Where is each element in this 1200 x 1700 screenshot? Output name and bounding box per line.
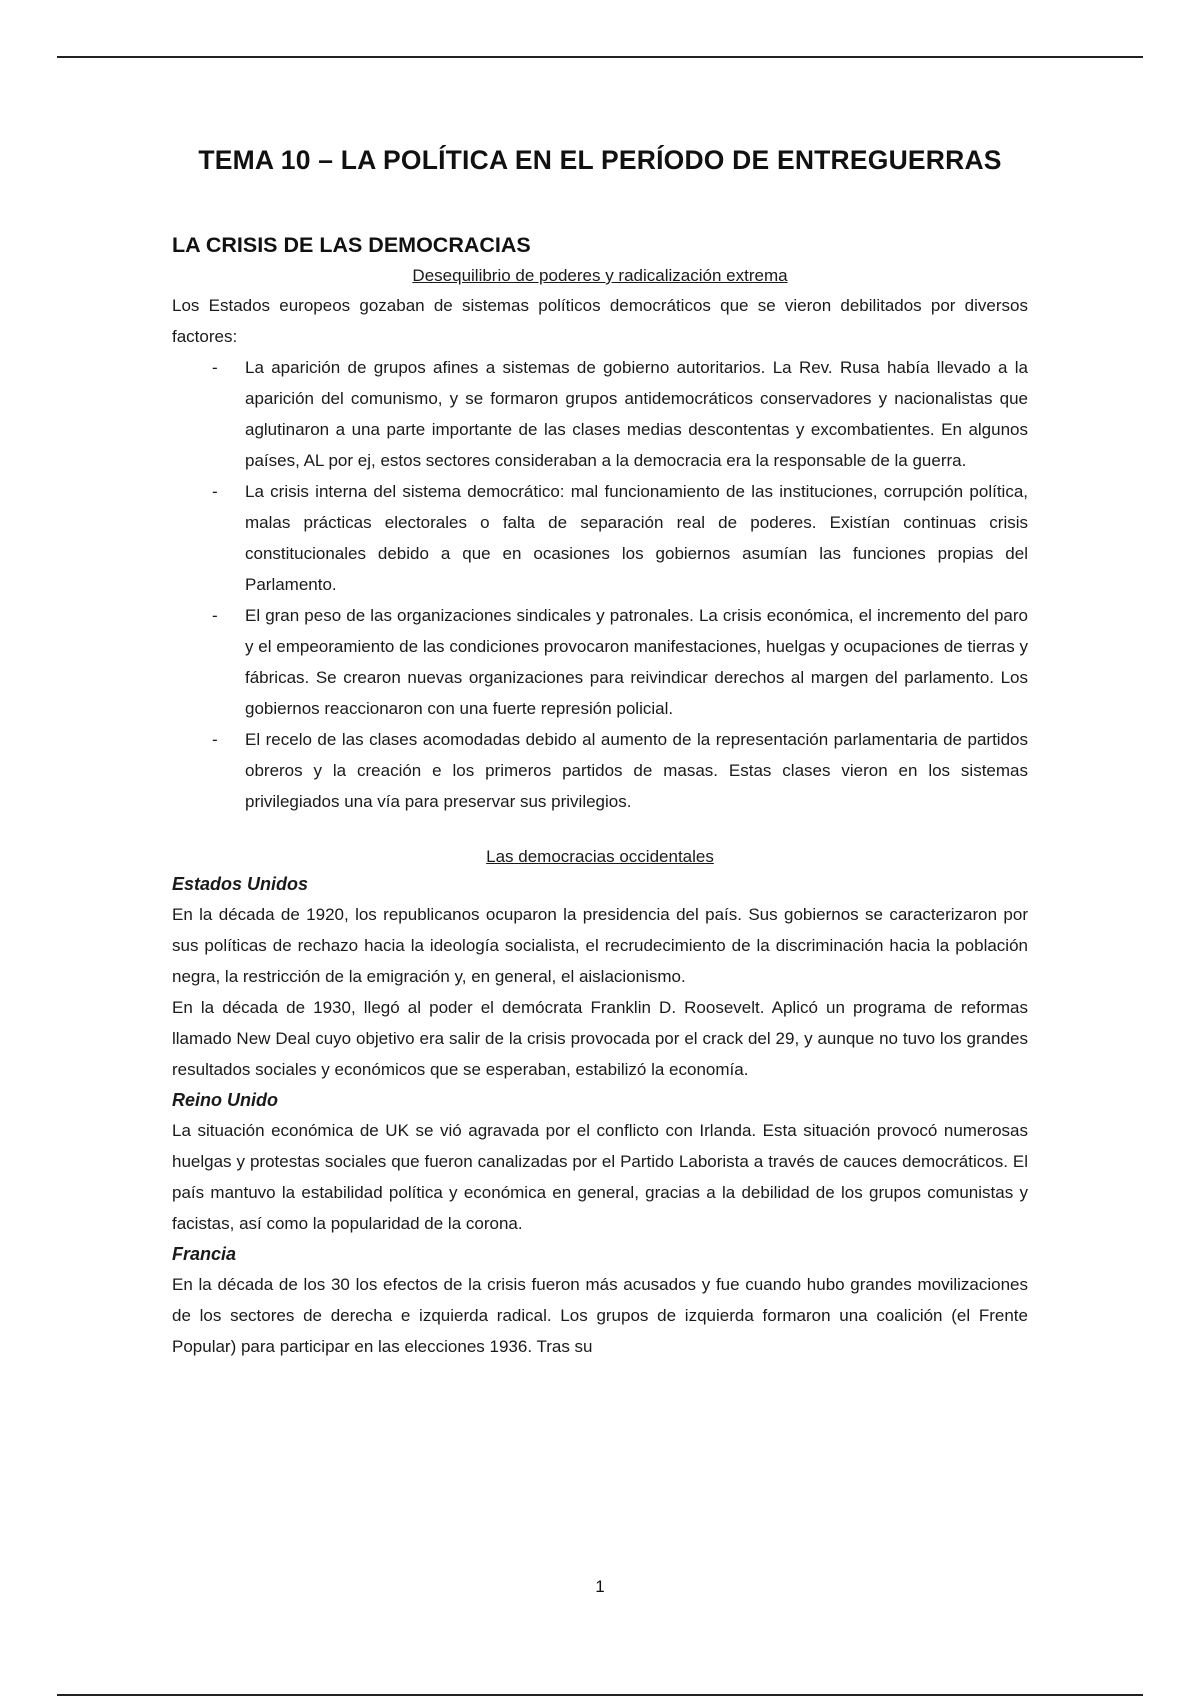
usa-paragraph-2: En la década de 1930, llegó al poder el demócrata Franklin D. Roosevelt. Aplicó un programa de reformas llamado New Deal cuyo objetivo era salir de la crisis provocada por el crack del 29, y aunque no tuvo los grandes resultados sociales y económicos que se esperaban, estabilizó la economía. bbox=[172, 998, 1028, 1079]
list-item-text: El recelo de las clases acomodadas debido al aumento de la representación parlamentaria de partidos obreros y la creación e los primeros partidos de masas. Estas clases vieron en los sistemas privilegiados una vía para preservar sus privilegios. bbox=[245, 730, 1028, 811]
country-heading-france: Francia bbox=[172, 1244, 237, 1264]
subheading-democracias-occidentales bbox=[172, 845, 1028, 869]
page-content bbox=[172, 145, 1028, 1362]
france-paragraph: En la década de los 30 los efectos de la crisis fueron más acusados y fue cuando hubo grandes movilizaciones de los sectores de derecha e izquierda radical. Los grupos de izquierda formaron una coalición (el Frente Popular) para participar en las elecciones 1936. Tras su bbox=[172, 1275, 1028, 1356]
subheading-desequilibrio bbox=[172, 264, 1028, 288]
section-title: LA CRISIS DE LAS DEMOCRACIAS bbox=[172, 233, 531, 257]
intro-paragraph: Los Estados europeos gozaban de sistemas políticos democráticos que se vieron debilitados por diversos factores: bbox=[172, 296, 1028, 346]
list-item bbox=[172, 352, 1028, 476]
list-item bbox=[172, 600, 1028, 724]
list-item bbox=[172, 476, 1028, 600]
bullet-dash: - bbox=[212, 482, 218, 501]
usa-paragraph-1: En la década de 1920, los republicanos ocuparon la presidencia del país. Sus gobiernos se caracterizaron por sus políticas de rechazo hacia la ideología socialista, el recrudecimiento de la discriminación hacia la población negra, la restricción de la emigración y, en general, el aislacionismo. bbox=[172, 905, 1028, 986]
list-item-text: El gran peso de las organizaciones sindicales y patronales. La crisis económica, el incremento del paro y el empeoramiento de las condiciones provocaron manifestaciones, huelgas y ocupaciones de tierras y fábricas. Se crearon nuevas organizaciones para reivindicar derechos al margen del parlamento. Los gobiernos reaccionaron con una fuerte represión policial. bbox=[245, 606, 1028, 718]
list-item-text: La aparición de grupos afines a sistemas de gobierno autoritarios. La Rev. Rusa había llevado a la aparición del comunismo, y se formaron grupos antidemocráticos conservadores y nacionalistas que aglutinaron a una parte importante de las clases medias descontentas y excombatientes. En algunos países, AL por ej, estos sectores consideraban a la democracia era la responsable de la guerra. bbox=[245, 358, 1028, 470]
footer-rule bbox=[57, 1694, 1143, 1696]
subheading-text: Las democracias occidentales bbox=[486, 847, 714, 866]
list-item bbox=[172, 724, 1028, 817]
header-rule bbox=[57, 56, 1143, 58]
page-number: 1 bbox=[595, 1577, 605, 1596]
subheading-text: Desequilibrio de poderes y radicalización extrema bbox=[412, 266, 788, 285]
bullet-dash: - bbox=[212, 730, 218, 749]
document-title: TEMA 10 – LA POLÍTICA EN EL PERÍODO DE ENTREGUERRAS bbox=[198, 145, 1002, 175]
bullet-dash: - bbox=[212, 606, 218, 625]
country-heading-uk: Reino Unido bbox=[172, 1090, 278, 1110]
uk-paragraph: La situación económica de UK se vió agravada por el conflicto con Irlanda. Esta situación provocó numerosas huelgas y protestas sociales que fueron canalizadas por el Partido Laborista a través de cauces democráticos. El país mantuvo la estabilidad política y económica en general, gracias a la debilidad de los grupos comunistas y facistas, así como la popularidad de la corona. bbox=[172, 1121, 1028, 1233]
factors-list bbox=[172, 352, 1028, 817]
country-heading-usa: Estados Unidos bbox=[172, 874, 309, 894]
list-item-text: La crisis interna del sistema democrático: mal funcionamiento de las instituciones, corrupción política, malas prácticas electorales o falta de separación real de poderes. Existían continuas crisis constitucionales debido a que en ocasiones los gobiernos asumían las funciones propias del Parlamento. bbox=[245, 482, 1028, 594]
bullet-dash: - bbox=[212, 358, 218, 377]
